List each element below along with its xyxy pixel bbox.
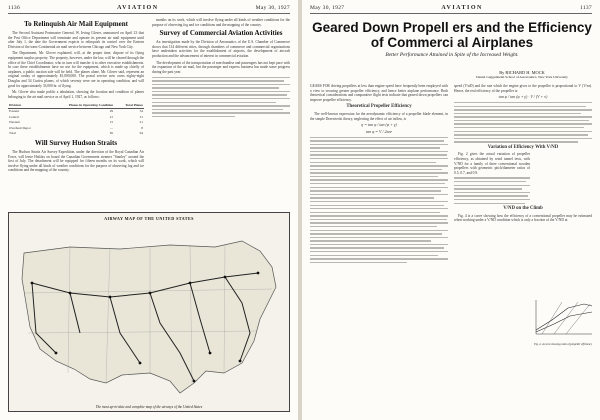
- efficiency-curve-graphic: [532, 298, 594, 338]
- table-cell: Eastern: [9, 109, 20, 114]
- table-cell: 31: [139, 114, 143, 119]
- article-title: Geared Down Propell ers and the Efficiency of Commerci al Airplanes: [312, 20, 592, 50]
- formula-angle: tan φ = V / 2πnr: [365, 128, 393, 134]
- right-running-head: [310, 4, 592, 14]
- left-column-2: [152, 18, 290, 119]
- author-affiliation: Daniel Guggenheim School of Aeronautics, New York University: [476, 75, 568, 79]
- planes-table-header-total: Total Planes: [114, 102, 144, 108]
- left-page: [0, 0, 298, 420]
- table-cell: Overhaul Depot: [9, 125, 31, 130]
- table-cell: Western: [9, 120, 21, 125]
- right-page: [302, 0, 600, 420]
- section-theoretical-heading: Theoretical Propeller Efficiency: [346, 104, 412, 110]
- formula-efficiency: η = tan φ / tan (φ + γ): [361, 122, 397, 128]
- left-running-title: AVIATION: [117, 4, 159, 11]
- author-name: By RICHARD H. MOCK: [499, 70, 545, 75]
- article-air-mail-para-1: The Second Assistant Postmaster General, W. Irving Glover, announced on April 23 that the Post Office Department will terminate and operate its present air mail equipment until after July 1, the date the Government expects to relinquish its control over the Eastern Division of the trans-Continental air mail service between Chicago and New York City.: [8, 31, 144, 49]
- article-hudson-para-1: The Hudson Straits Air Survey Expedition, under the direction of the Royal Canadian Air Force, will leave Halifax on board the Canadian Government steamer "Stanley" around the first of July. The detachment will be equipped for fifteen months on its work, which will involve flying under all kinds of weather conditions for the purpose of observing fog and ice conditions and the mapping of the country.: [8, 149, 144, 173]
- table-cell: 34: [139, 109, 143, 114]
- table-cell: Central: [9, 114, 19, 119]
- table-cell: 8: [141, 125, 143, 130]
- text-lines-placeholder: [454, 102, 592, 143]
- us-map-graphic: [10, 223, 290, 403]
- article-survey-para-2: The development of the transportation of merchandise and passengers has not kept pace with the expansion of the air mail, but the passenger and express business has made some progress during the past year.: [152, 60, 290, 74]
- text-lines-placeholder: [454, 177, 530, 203]
- table-cell: —: [109, 125, 114, 130]
- left-column-1: [8, 18, 144, 175]
- section-theoretical-body: The well-known expression for the aerodynamic efficiency of a propeller blade element, in the simple Drzewiecki theory, neglecting the effect of air inflow, is: [310, 111, 448, 121]
- map-caption: The most up-to-date and complete map of the airways of the United States: [95, 405, 203, 409]
- section-climb-body: Fig. 4 is a curve showing how the efficiency of a conventional propeller may be estimated when working under a V/ND condition which is only a fraction of the V/ND at: [454, 213, 592, 223]
- article-air-mail-para-2: The Department, Mr. Glover explained, will, at the proper time, dispose of its flying equipment surplus property. The property, however, under the law, will be cleared through the office of the Chief Coordinator, who in turn will transfer it to other executive establishments. In case these establishments have no use for the equipment, which is made up chiefly of airplanes, a public auction sale will be held. The planes alone, Mr. Glover said, represent an original outlay of approximately $1,000,000. The postal service now owns eighty-eight Douglas and 34 Curtiss planes, of which seventy were are in operating condition, and will good for approximately 33,000 hr. of flying.: [8, 51, 144, 88]
- efficiency-figure: [532, 298, 594, 346]
- section-variation-body: Fig. 2 gives the actual variation of propeller efficiency, as obtained by wind tunnel tests, with V/ND for a family of three conventional wooden propellers with geometric pitch/diameter ratios of 0.5, 0.7, and 0.9.: [454, 152, 530, 175]
- article-survey-para-1: An investigation made by the Division of Aeronautics of the U.S. Chamber of Commerce shows that 134 different cities, through chambers of commerce and commercial organizations have undertaken activities for the establishment of airports, the development of aircraft production and the advancement of interest in commercial aviation.: [152, 40, 290, 58]
- table-cell: 94: [139, 130, 143, 135]
- table-cell: Total: [9, 130, 16, 135]
- formula-real-efficiency: tan φ / tan (φ + γ) · V / (V + v): [498, 94, 548, 100]
- text-lines-placeholder: [152, 77, 290, 118]
- left-page-number: 1136: [8, 4, 20, 11]
- planes-table: [8, 102, 144, 136]
- section-climb-heading: V/ND on the Climb: [503, 205, 543, 211]
- article-hudson-headline: Will Survey Hudson Straits: [34, 138, 118, 147]
- text-lines-placeholder: [310, 137, 448, 264]
- article-byline: [452, 70, 592, 80]
- right-column-1: [310, 84, 448, 265]
- us-outline: [22, 241, 276, 393]
- right-page-number: 1137: [579, 4, 592, 11]
- article-subtitle: Better Performance Attained in Spite of the Increased Weight.: [385, 52, 519, 58]
- airway-map: [8, 212, 290, 412]
- table-cell: 21: [139, 120, 143, 125]
- section-variation-heading: Variation of Efficiency With V/ND: [487, 144, 559, 150]
- article-survey-headline: Survey of Commercial Aviation Activities: [159, 29, 283, 38]
- planes-table-row: [8, 131, 144, 136]
- left-running-head: [8, 4, 290, 14]
- figure-caption: Fig. 2. A curve showing ratio of propeller efficiency: [533, 343, 593, 346]
- article-air-mail-headline: To Relinquish Air Mail Equipment: [24, 20, 128, 28]
- right-running-title: AVIATION: [441, 4, 483, 11]
- planes-table-header-division: Division: [8, 102, 44, 108]
- efficiency-continued: speed (V/nD) and the rate which the engine gives to the propeller is proportional to V (V/nr). Hence, the real efficiency of the propeller is:: [454, 84, 592, 93]
- planes-table-header-operating: Planes in Operating Condition: [44, 102, 114, 108]
- table-cell: 65: [109, 130, 114, 135]
- table-cell: 29: [109, 109, 114, 114]
- article-intro: GEARS FOR driving propellers at less than engine speed have frequently been employed with a view to securing greater propeller efficiency, and hence better airplane performance. Both theoretical considerations and comparative flight tests indicate that geared down propellers can improve propeller efficiency.: [310, 84, 448, 102]
- table-cell: 15: [109, 120, 114, 125]
- article-hudson-continued: months on its work, which will involve flying under all kinds of weather conditions for the purpose of observing fog and ice conditions and the mapping of the country.: [152, 18, 290, 27]
- right-date: May 30, 1927: [310, 4, 345, 11]
- left-date: May 30, 1927: [255, 4, 290, 11]
- article-air-mail-para-3: Mr. Glover also made public a tabulation, showing the location and condition of planes belonging to the air mail service as of April 1, 1927, as follows:: [8, 90, 144, 99]
- map-title: AIRWAY MAP OF THE UNITED STATES: [104, 216, 194, 221]
- right-column-2: [454, 84, 592, 225]
- table-cell: 21: [109, 114, 114, 119]
